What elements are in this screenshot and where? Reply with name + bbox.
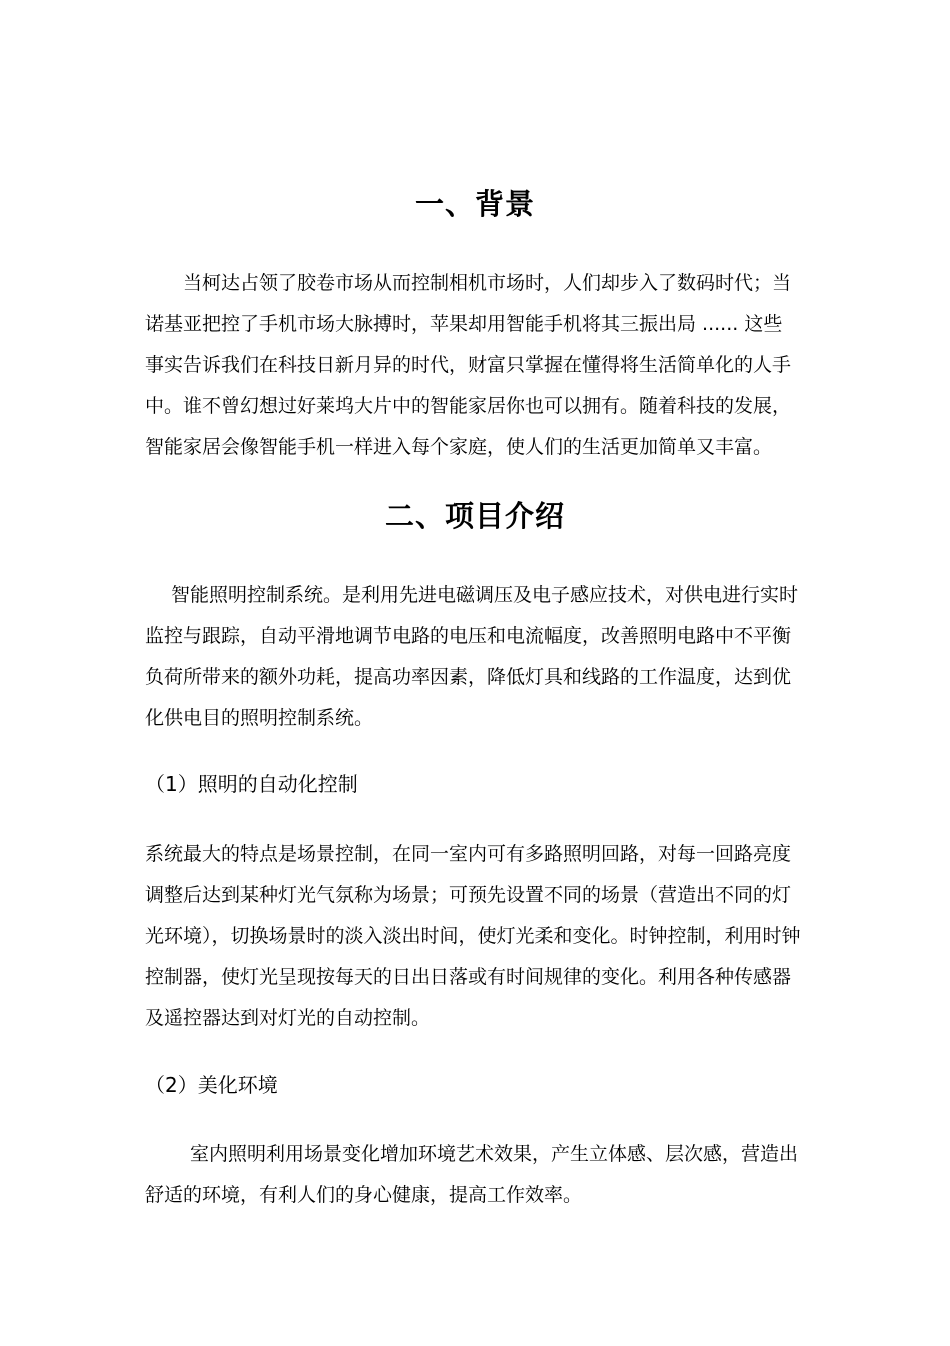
paragraph-line: 中。谁不曾幻想过好莱坞大片中的智能家居你也可以拥有。随着科技的发展，	[145, 395, 792, 417]
subsection-title-beautify-environment: （2）美化环境	[145, 1073, 278, 1097]
background-paragraph	[145, 263, 810, 468]
paragraph-line: 当柯达占领了胶卷市场从而控制相机市场时，人们却步入了数码时代；当	[183, 272, 792, 294]
paragraph-line: 系统最大的特点是场景控制，在同一室内可有多路照明回路，对每一回路亮度	[145, 843, 792, 865]
paragraph-line: 诺基亚把控了手机市场大脉搏时，苹果却用智能手机将其三振出局 ...... 这些	[145, 313, 783, 335]
paragraph-line: 智能照明控制系统。是利用先进电磁调压及电子感应技术，对供电进行实时	[171, 584, 799, 606]
paragraph-line: 及遥控器达到对灯光的自动控制。	[145, 1007, 431, 1029]
paragraph-line: 调整后达到某种灯光气氛称为场景；可预先设置不同的场景（营造出不同的灯	[145, 884, 792, 906]
paragraph-line: 负荷所带来的额外功耗，提高功率因素，降低灯具和线路的工作温度，达到优	[145, 666, 792, 688]
paragraph-line: 舒适的环境，有利人们的身心健康，提高工作效率。	[145, 1184, 583, 1206]
project-intro-paragraph	[145, 575, 810, 739]
lighting-automation-paragraph	[145, 834, 810, 1039]
section-heading-project-intro: 二、项目介绍	[384, 499, 565, 533]
paragraph-line: 事实告诉我们在科技日新月异的时代，财富只掌握在懂得将生活简单化的人手	[145, 354, 792, 376]
section-heading-background: 一、背景	[414, 187, 535, 221]
paragraph-line: 光环境），切换场景时的淡入淡出时间，使灯光柔和变化。时钟控制，利用时钟	[145, 925, 801, 947]
subsection-title-lighting-automation: （1）照明的自动化控制	[145, 772, 358, 796]
paragraph-line: 控制器，使灯光呈现按每天的日出日落或有时间规律的变化。利用各种传感器	[145, 966, 792, 988]
paragraph-line: 化供电目的照明控制系统。	[145, 707, 374, 729]
paragraph-line: 室内照明利用场景变化增加环境艺术效果，产生立体感、层次感，营造出	[190, 1143, 799, 1165]
paragraph-line: 监控与跟踪，自动平滑地调节电路的电压和电流幅度，改善照明电路中不平衡	[145, 625, 792, 647]
beautify-environment-paragraph	[145, 1134, 810, 1216]
paragraph-line: 智能家居会像智能手机一样进入每个家庭，使人们的生活更加简单又丰富。	[145, 436, 773, 458]
